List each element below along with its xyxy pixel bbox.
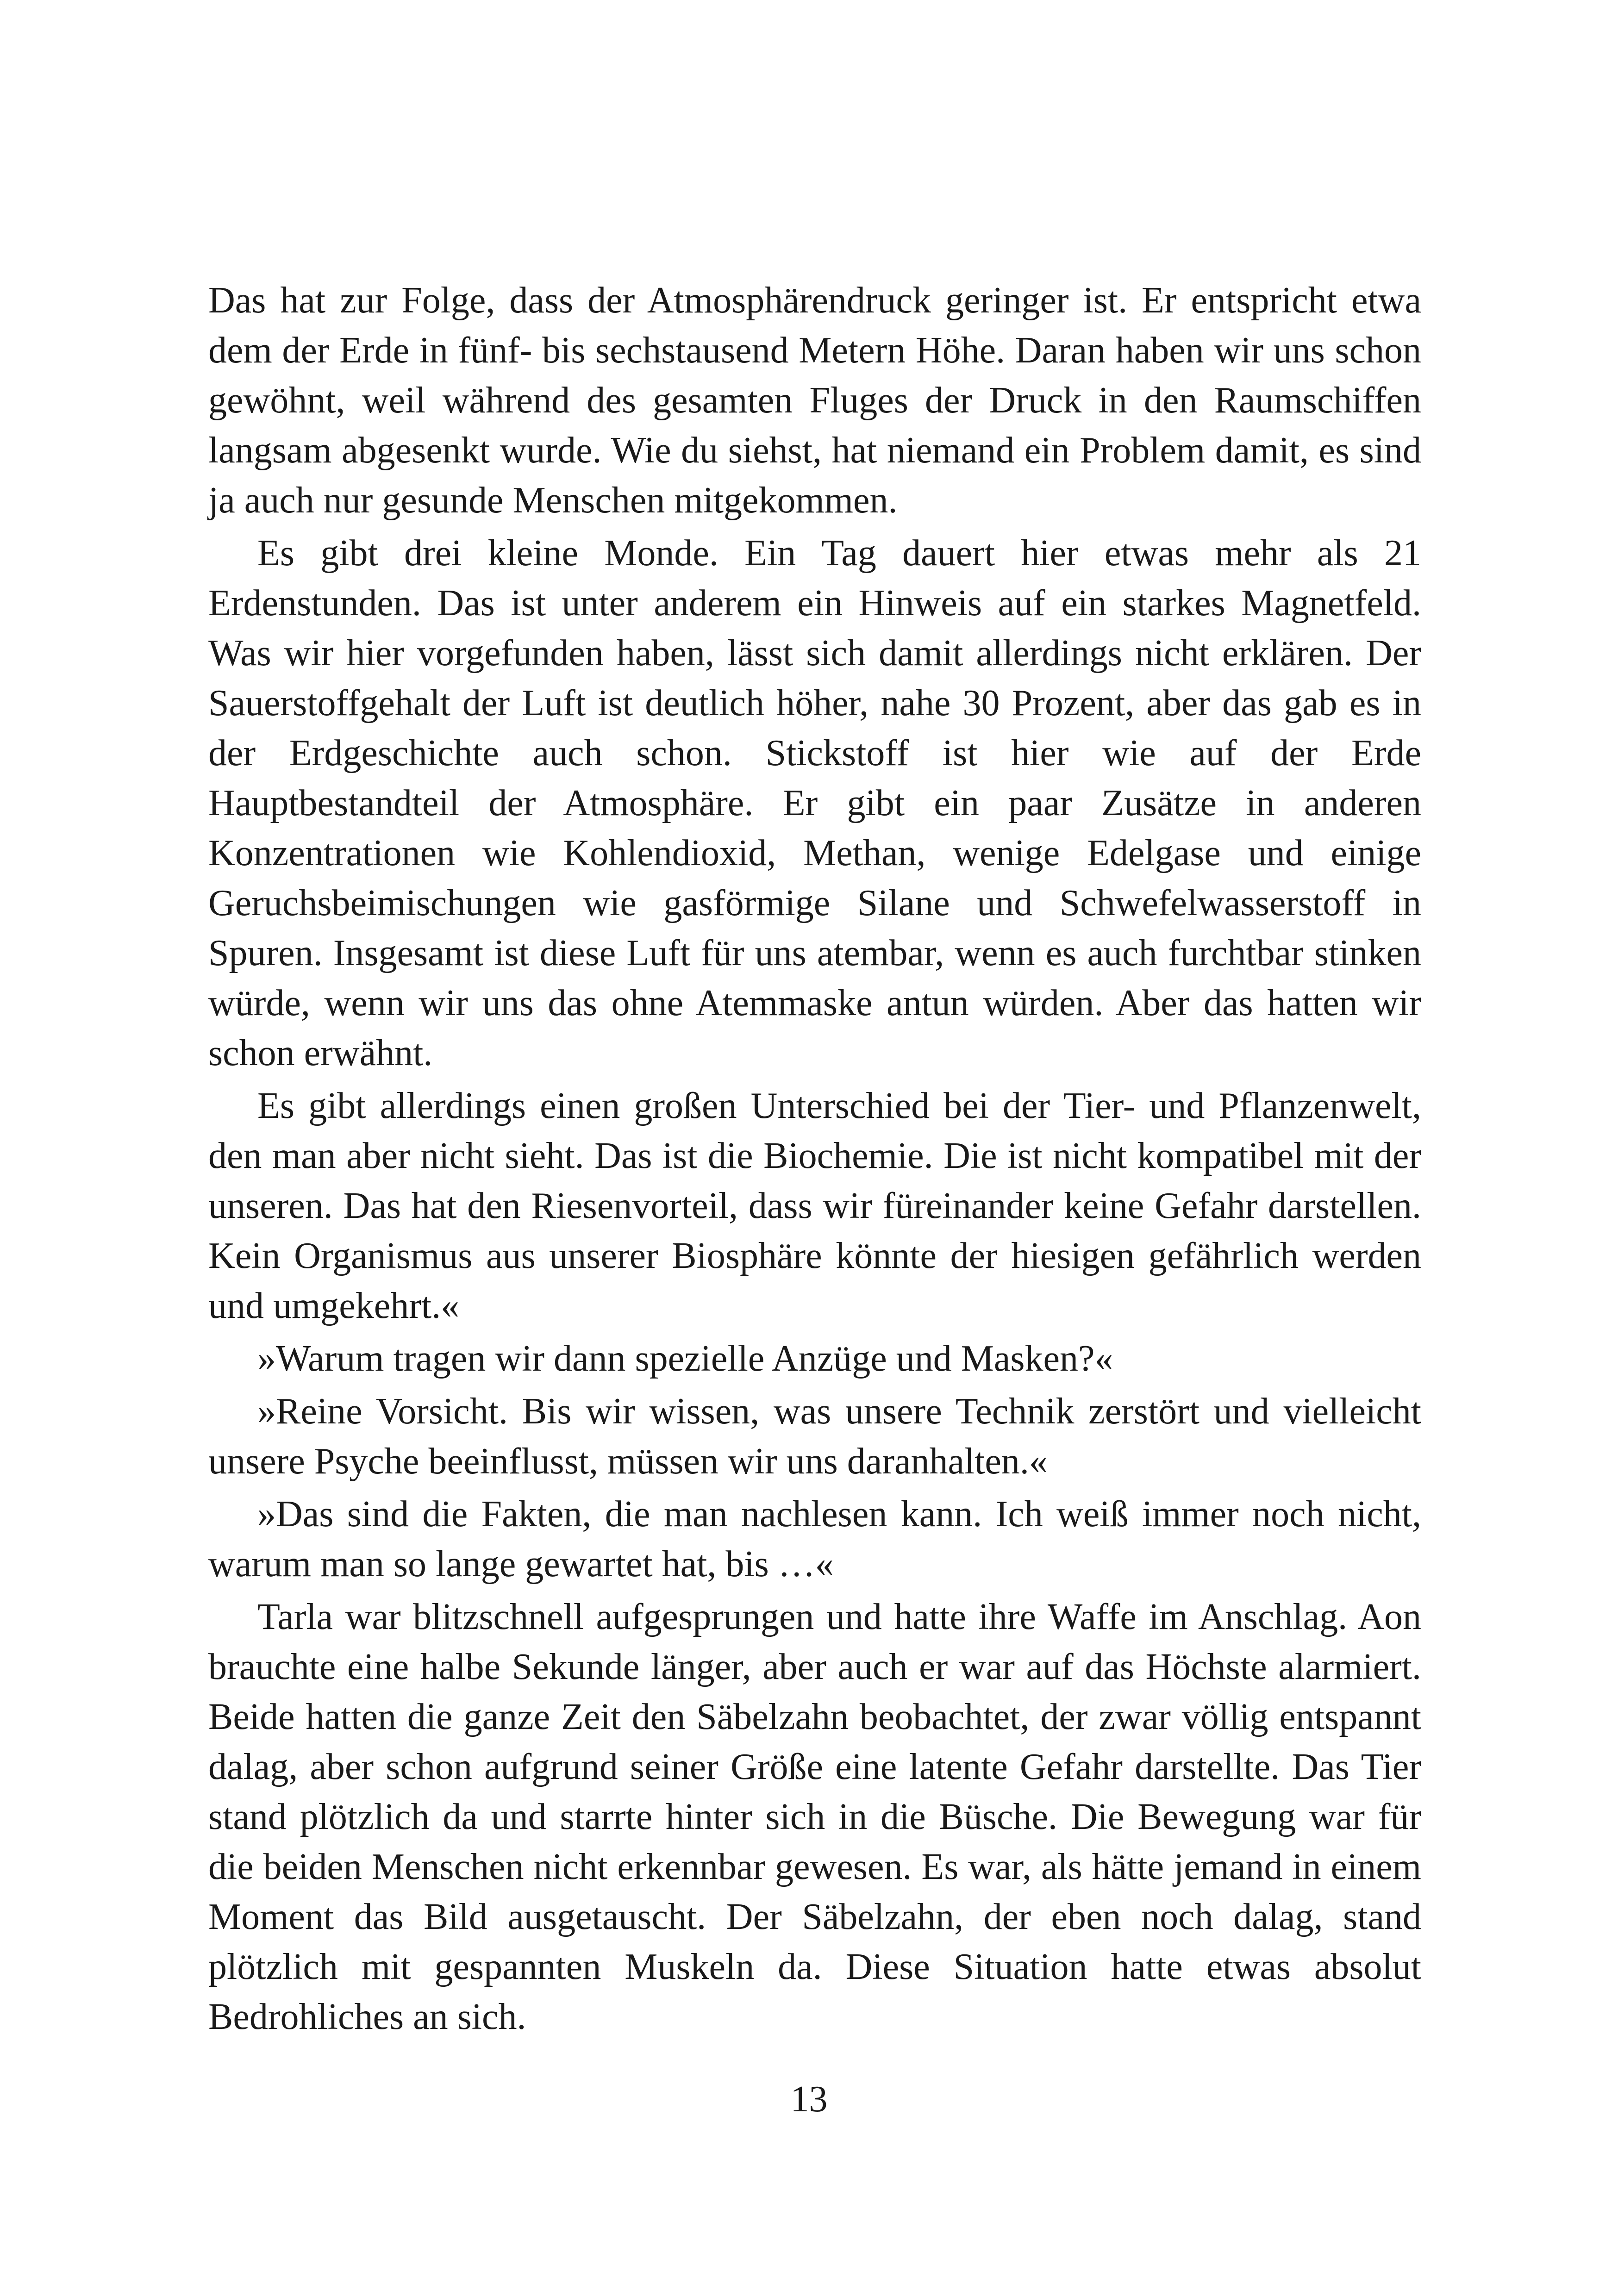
page-body: [208, 275, 1421, 2045]
paragraph-6: »Das sind die Fakten, die man nachlesen kann. Ich weiß immer noch nicht, warum man so lange gewartet hat, bis …«: [208, 1494, 1421, 1585]
paragraph-2: Es gibt drei kleine Monde. Ein Tag dauert hier etwas mehr als 21 Erdenstunden. Das ist unter anderem ein Hinweis auf ein starkes Magnetfeld. Was wir hier vorgefunden haben, lässt sich damit allerdings nicht erklären. Der Sauerstoffgehalt der Luft ist deutlich höher, nahe 30 Prozent, aber das gab es in der Erdgeschichte auch schon. Stickstoff ist hier wie auf der Erde Hauptbestandteil der Atmosphäre. Er gibt ein paar Zusätze in anderen Konzentrationen wie Kohlendioxid, Methan, wenige Edelgase und einige Geruchsbeimischungen wie gasförmige Silane und Schwefelwasserstoff in Spuren. Insgesamt ist diese Luft für uns atembar, wenn es auch furchtbar stinken würde, wenn wir uns das ohne Atemmaske antun würden. Aber das hatten wir schon erwähnt.: [208, 533, 1421, 1073]
paragraph-4: »Warum tragen wir dann spezielle Anzüge und Masken?«: [257, 1338, 1113, 1379]
paragraph-5: »Reine Vorsicht. Bis wir wissen, was unsere Technik zerstört und vielleicht unsere Psyche beeinflusst, müssen wir uns daranhalten.«: [208, 1391, 1421, 1482]
paragraph-1: Das hat zur Folge, dass der Atmosphärendruck geringer ist. Er entspricht etwa dem der Erde in fünf- bis sechstausend Metern Höhe. Daran haben wir uns schon gewöhnt, weil während des gesamten Fluges der Druck in den Raumschiffen langsam abgesenkt wurde. Wie du siehst, hat niemand ein Problem damit, es sind ja auch nur gesunde Menschen mitgekommen.: [208, 280, 1421, 521]
paragraph-7: Tarla war blitzschnell aufgesprungen und hatte ihre Waffe im Anschlag. Aon brauchte eine halbe Sekunde länger, aber auch er war auf das Höchste alarmiert. Beide hatten die ganze Zeit den Säbelzahn beobachtet, der zwar völlig entspannt dalag, aber schon aufgrund seiner Größe eine latente Gefahr darstellte. Das Tier stand plötzlich da und starrte hinter sich in die Büsche. Die Bewegung war für die beiden Menschen nicht erkennbar gewesen. Es war, als hätte jemand in einem Moment das Bild ausgetauscht. Der Säbelzahn, der eben noch dalag, stand plötzlich mit gespannten Muskeln da. Diese Situation hatte etwas absolut Bedrohliches an sich.: [208, 1597, 1421, 2037]
paragraph-3: Es gibt allerdings einen großen Unterschied bei der Tier- und Pflanzenwelt, den man aber nicht sieht. Das ist die Biochemie. Die ist nicht kompatibel mit der unseren. Das hat den Riesenvorteil, dass wir füreinander keine Gefahr darstellen. Kein Organismus aus unserer Biosphäre könnte der hiesigen gefährlich werden und umgekehrt.«: [208, 1086, 1421, 1326]
page-number: 13: [790, 2079, 828, 2120]
